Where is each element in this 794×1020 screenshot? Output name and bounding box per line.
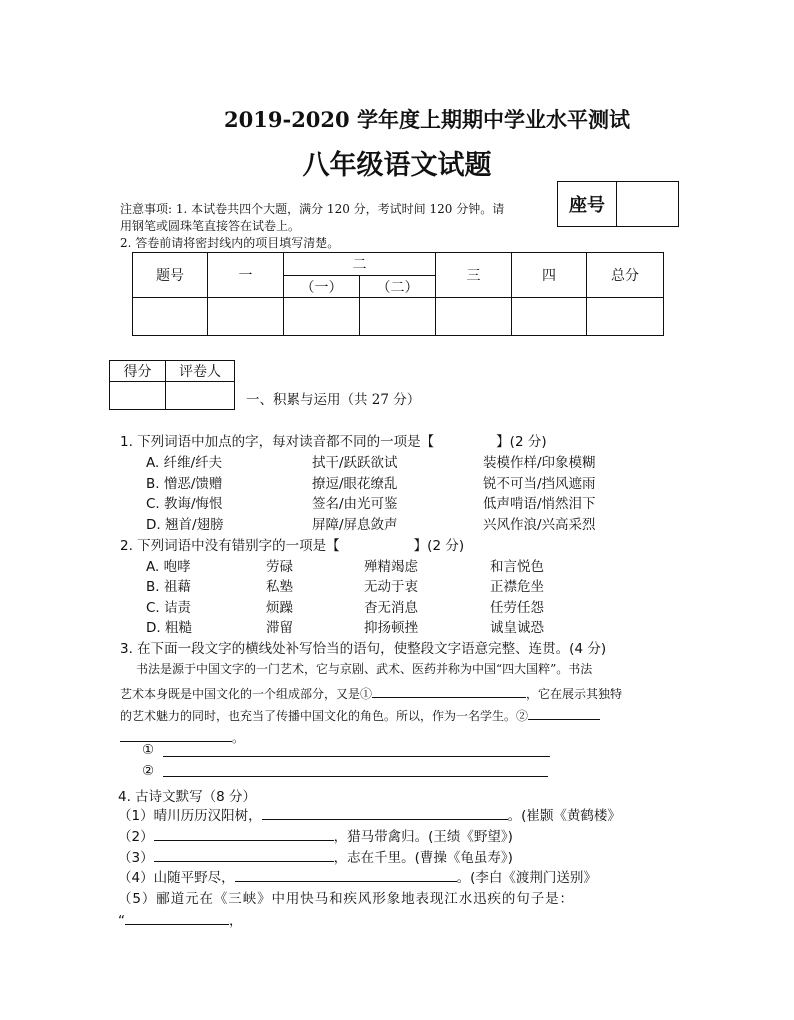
- score-header-1: 一: [208, 253, 284, 298]
- exam-subtitle: 八年级语文试题: [302, 150, 492, 181]
- q3-passage-line-3: 的艺术魅力的同时，也充当了传播中国文化的角色。所以，作为一名学生。②: [120, 705, 600, 724]
- q3-stem: 3. 在下面一段文字的横线处补写恰当的语句，使整段文字语意完整、连贯。(4 分): [120, 641, 607, 657]
- q2-option-c: C. 诘责: [146, 600, 192, 616]
- q4-item-2: （2） ，猎马带禽归。(王绩《野望》): [118, 825, 513, 845]
- seat-number-field[interactable]: [617, 182, 678, 226]
- score-cell[interactable]: [587, 298, 664, 336]
- q1-option-a: A. 纤维/纤夫: [146, 455, 223, 471]
- q1-option-a-3: 装模作样/印象模糊: [483, 455, 596, 471]
- q2-option-d: D. 粗糙: [146, 620, 192, 636]
- q2-option-c-3: 杳无消息: [364, 600, 418, 616]
- q2-option-a-4: 和言悦色: [490, 559, 544, 575]
- q2-option-a-2: 劳碌: [266, 559, 293, 575]
- q2-option-b-3: 无动于衷: [364, 579, 418, 595]
- q1-option-c-2: 签名/由光可鉴: [312, 496, 398, 512]
- score-cell[interactable]: [512, 298, 587, 336]
- seat-label: 座号: [558, 182, 617, 226]
- seat-number-box: [557, 181, 679, 227]
- q3-passage-line-1: 书法是源于中国文字的一门艺术，它与京剧、武术、医药并称为中国“四大国粹”。书法: [136, 662, 593, 676]
- q3-answer-1-line[interactable]: [163, 756, 550, 757]
- q4-blank-4[interactable]: [235, 867, 457, 882]
- q2-option-b-4: 正襟危坐: [490, 579, 544, 595]
- note-line-3: 2. 答卷前请将密封线内的项目填写清楚。: [120, 236, 340, 250]
- q1-option-b-3: 锐不可当/挡风遮雨: [483, 476, 596, 492]
- q2-option-a: A. 咆哮: [146, 559, 191, 575]
- score-header-2: 二: [284, 253, 436, 276]
- q3-blank-2-cont[interactable]: [120, 727, 232, 742]
- score-header-4: 四: [512, 253, 587, 298]
- score-cell[interactable]: [436, 298, 512, 336]
- score-header-2a: （一）: [284, 276, 360, 298]
- q4-item-4: （4）山随平野尽， 。(李白《渡荆门送别》: [118, 866, 597, 886]
- q1-option-a-2: 拭干/跃跃欲试: [312, 455, 398, 471]
- q2-option-d-2: 滞留: [266, 620, 293, 636]
- q1-stem: 1. 下列词语中加点的字，每对读音都不同的一项是【 】(2 分): [120, 434, 547, 450]
- q4-item-1: （1）晴川历历汉阳树， 。(崔颢《黄鹤楼》: [118, 804, 621, 824]
- q1-option-c-3: 低声啃语/悄然泪下: [483, 496, 596, 512]
- q1-option-b-2: 撩逗/眼花缭乱: [312, 476, 398, 492]
- q4-blank-2[interactable]: [154, 826, 334, 841]
- q4-item-5: （5）郦道元在《三峡》中用快马和疾风形象地表现江水迅疾的句子是：: [118, 891, 574, 907]
- note-line-1: 注意事项: 1. 本试卷共四个大题，满分 120 分，考试时间 120 分钟。请: [120, 202, 505, 216]
- q2-option-c-4: 任劳任怨: [490, 600, 544, 616]
- grader-score-cell[interactable]: [110, 382, 166, 410]
- score-cell: [133, 298, 208, 336]
- q2-option-a-3: 殚精竭虑: [364, 559, 418, 575]
- q2-option-b-2: 私塾: [266, 579, 293, 595]
- score-cell[interactable]: [360, 298, 436, 336]
- q3-blank-1[interactable]: [372, 683, 526, 698]
- score-table: [132, 252, 664, 336]
- grader-table: [109, 360, 235, 410]
- q2-option-d-3: 抑扬顿挫: [364, 620, 418, 636]
- q1-option-c: C. 教诲/悔恨: [146, 496, 223, 512]
- score-cell[interactable]: [284, 298, 360, 336]
- q2-option-c-2: 烦躁: [266, 600, 293, 616]
- q4-item-3: （3） ，志在千里。(曹操《龟虽寿》): [118, 846, 513, 866]
- grader-score-label: 得分: [110, 361, 166, 382]
- q3-passage-line-2: 艺术本身既是中国文化的一个组成部分，又是① ，它在展示其独特: [120, 683, 622, 702]
- q4-blank-5[interactable]: [125, 910, 229, 925]
- q3-answer-2-line[interactable]: [163, 776, 548, 777]
- grader-reviewer-label: 评卷人: [166, 361, 235, 382]
- exam-title: 2019-2020 学年度上期期中学业水平测试: [224, 107, 630, 132]
- q2-stem: 2. 下列词语中没有错别字的一项是【 】(2 分): [120, 538, 465, 554]
- q3-blank-2[interactable]: [528, 705, 600, 720]
- q1-option-b: B. 憎恶/馈赠: [146, 476, 223, 492]
- q3-answer-1-label: ①: [142, 742, 155, 758]
- note-line-2: 用钢笔或圆珠笔直接答在试卷上。: [120, 219, 301, 233]
- q4-stem: 4. 古诗文默写（8 分）: [118, 789, 257, 805]
- score-header-total: 总分: [587, 253, 664, 298]
- q2-option-d-4: 诚皇诚恐: [490, 620, 544, 636]
- q3-answer-2-label: ②: [142, 763, 155, 779]
- score-header-2b: （二）: [360, 276, 436, 298]
- section-1-heading: 一、积累与运用（共 27 分）: [246, 392, 421, 408]
- q1-option-d: D. 翘首/翅膀: [146, 517, 224, 533]
- q4-blank-3[interactable]: [154, 847, 334, 862]
- q3-passage-line-4: 。: [120, 727, 244, 746]
- q4-item-5-answer: “ ，: [118, 909, 243, 929]
- q4-blank-1[interactable]: [262, 805, 508, 820]
- q1-option-d-3: 兴风作浪/兴高采烈: [483, 517, 596, 533]
- q2-option-b: B. 祖藉: [146, 579, 191, 595]
- grader-reviewer-cell[interactable]: [166, 382, 235, 410]
- score-header-3: 三: [436, 253, 512, 298]
- score-header-number: 题号: [133, 253, 208, 298]
- q1-option-d-2: 屏障/屏息敛声: [312, 517, 398, 533]
- score-cell[interactable]: [208, 298, 284, 336]
